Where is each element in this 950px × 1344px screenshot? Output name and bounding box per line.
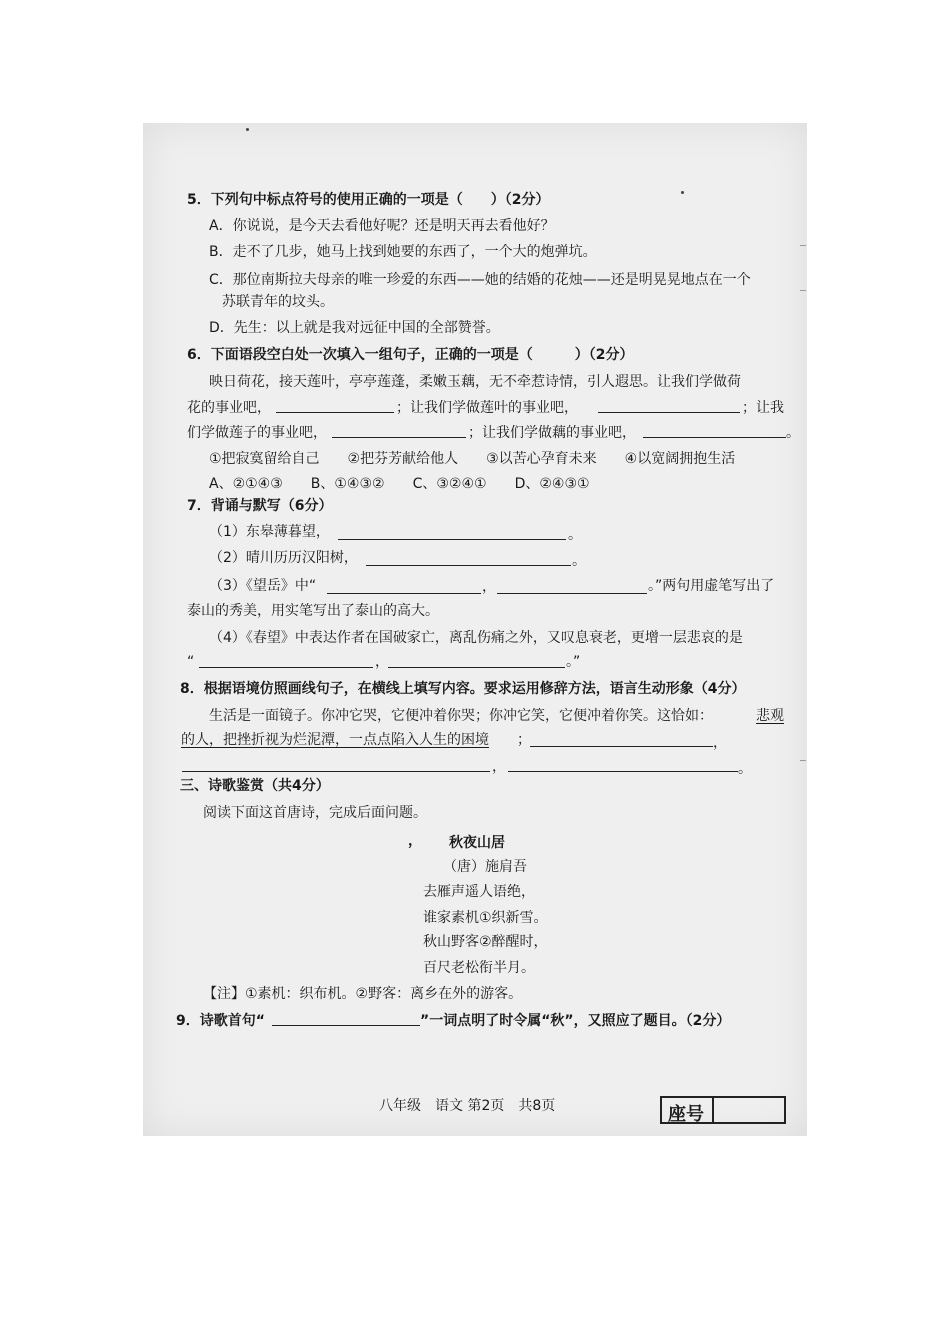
q7-item3a: （3）《望岳》中“: [209, 578, 317, 594]
edge-mark: [800, 290, 806, 291]
q8-blank-1[interactable]: [530, 746, 713, 747]
q6-passage-line2c: ；让我: [742, 400, 784, 416]
seat-number-box[interactable]: [660, 1096, 786, 1124]
q8-line2-comma: ，: [713, 735, 727, 751]
seat-number-label: 座号: [668, 1104, 704, 1125]
q6-passage-line2a: 花的事业吧，: [187, 400, 271, 416]
q7-item4a: （4）《春望》中表达作者在国破家亡，离乱伤痛之外，又叹息衰老，更增一层悲哀的是: [209, 630, 743, 646]
q7-blank-1[interactable]: [338, 539, 566, 540]
q7-item2: （2）晴川历历汉阳树，: [209, 550, 358, 566]
q7-item4d: 。”: [566, 654, 581, 670]
q7-item1-end: 。: [568, 527, 582, 543]
q5-option-d: D．先生：以上就是我对远征中国的全部赞誉。: [209, 320, 500, 336]
q7-item3d: 泰山的秀美，用实笔写出了泰山的高大。: [187, 603, 439, 619]
page-footer: 八年级 语文 第2页 共8页: [379, 1098, 556, 1114]
q5-stem: 5．下列句中标点符号的使用正确的一项是（ ）（2分）: [187, 192, 550, 208]
poem-line-3: 秋山野客②醉醒时，: [423, 934, 548, 950]
speck: [681, 191, 684, 194]
speck: [246, 128, 249, 131]
q7-item1: （1）东皋薄暮望，: [209, 524, 330, 540]
q8-blank-3[interactable]: [508, 771, 738, 772]
q9-blank[interactable]: [272, 1025, 420, 1026]
q8-stem: 8．根据语境仿照画线句子，在横线上填写内容。要求运用修辞方法，语言生动形象（4分）: [180, 681, 746, 697]
q7-stem: 7．背诵与默写（6分）: [187, 498, 333, 514]
poem-line-1: 去雁声遥人语绝，: [423, 884, 535, 900]
q6-passage-line1: 映日荷花，接天莲叶，亭亭莲蓬，柔嫩玉藕，无不牵惹诗情，引人遐思。让我们学做荷: [209, 374, 741, 390]
q5-option-c: C．那位南斯拉夫母亲的唯一珍爱的东西——她的结婚的花烛——还是明晃晃地点在一个: [209, 272, 751, 288]
q8-line1: 生活是一面镜子。你冲它哭，它便冲着你哭；你冲它笑，它便冲着你笑。这恰如：: [209, 708, 713, 724]
q7-item3b: ，: [482, 579, 496, 595]
q8-line2-end: ；: [517, 732, 531, 748]
q7-blank-5[interactable]: [199, 667, 373, 668]
q7-item4b: “: [187, 654, 195, 670]
poem-line-2: 谁家素机①织新雪。: [423, 910, 548, 926]
q7-blank-2[interactable]: [366, 565, 571, 566]
q6-blank-4[interactable]: [643, 437, 786, 438]
q7-blank-6[interactable]: [388, 667, 565, 668]
q8-line3-comma: ，: [492, 759, 506, 775]
q9-stem-b: ”一词点明了时令属“秋”，又照应了题目。（2分）: [420, 1013, 731, 1029]
q5-option-b: B．走不了几步，她马上找到她要的东西了，一个大的炮弹坑。: [209, 244, 597, 260]
q5-option-a: A．你说说，是今天去看他好呢？还是明天再去看他好？: [209, 218, 555, 234]
q7-item4c: ，: [375, 654, 389, 670]
q8-line3-end: 。: [738, 761, 752, 777]
poem-title: 秋夜山居: [449, 835, 505, 851]
seat-box-divider: [712, 1098, 714, 1122]
q7-blank-3[interactable]: [327, 593, 481, 594]
q8-underlined-1: 悲观: [756, 708, 784, 724]
poem-line-4: 百尺老松衔半月。: [423, 960, 535, 976]
q6-blank-2[interactable]: [598, 412, 740, 413]
q8-blank-2[interactable]: [182, 771, 490, 772]
q7-item2-end: 。: [572, 553, 586, 569]
q7-blank-4[interactable]: [497, 593, 647, 594]
q6-passage-line3b: ；让我们学做藕的事业吧，: [468, 425, 636, 441]
q6-passage-line3c: 。: [786, 425, 800, 441]
q7-item3c: 。”两句用虚笔写出了: [648, 578, 775, 594]
q6-blank-3[interactable]: [332, 437, 466, 438]
section3-heading: 三、诗歌鉴赏（共4分）: [180, 778, 330, 794]
poem-author: （唐）施肩吾: [443, 859, 527, 875]
edge-mark: [800, 245, 806, 246]
poem-note: 【注】①素机：织布机。②野客：离乡在外的游客。: [203, 986, 523, 1002]
q6-passage-line2b: ；让我们学做莲叶的事业吧，: [396, 400, 578, 416]
q5-option-c-cont: 苏联青年的坟头。: [222, 294, 334, 310]
stray-comma-mark: ，: [408, 833, 422, 849]
q6-passage-line3a: 们学做莲子的事业吧，: [187, 425, 327, 441]
edge-mark: [800, 760, 806, 761]
q8-underlined-2: 的人，把挫折视为烂泥潭，一点点陷入人生的困境: [181, 732, 489, 748]
section3-intro: 阅读下面这首唐诗，完成后面问题。: [203, 805, 427, 821]
q6-phrases: ①把寂寞留给自己 ②把芬芳献给他人 ③以苦心孕育未来 ④以宽阔拥抱生活: [209, 451, 736, 467]
q9-stem-a: 9．诗歌首句“: [176, 1013, 265, 1029]
q6-blank-1[interactable]: [276, 412, 394, 413]
q6-stem: 6．下面语段空白处一次填入一组句子，正确的一项是（ ）（2分）: [187, 347, 634, 363]
q6-choices: A、②①④③ B、①④③② C、③②④① D、②④③①: [209, 476, 590, 492]
